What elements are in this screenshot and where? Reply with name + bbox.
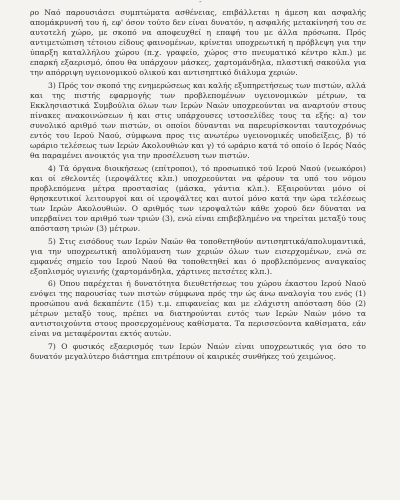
paragraph-7: 7) Ο φυσικός εξαερισμός των Ιερών Ναών είναι υποχρεωτικός για όσο το δυνατόν μεγαλύτερο διάστημα επιτρέπουν οί καιρικές συνθήκες τού χειμώνος. xyxy=(30,342,366,362)
paragraph-5: 5) Στις εισόδους των Ιερών Ναών θα τοποθετηθούν αντισηπτικά/απολυμαντικά, για την υποχρεωτική απολύμανση των χεριών όλων των εισερχομένων, ενώ σε εμφανές σημείο του Ιερού Ναού θα τοποθετηθεί και ό προβλεπόμενος αναγκαίος εξοπλισμός υγιεινής (χαρτομάνδηλα, χάρτινες πετσέτες κλπ.). xyxy=(30,236,366,276)
paragraph-3: 3) Πρός τον σκοπό της ενημερώσεως και καλής εξυπηρετήσεως των πιστών, αλλά και της πιστής εφαρμογής των προβλεπομένων υγειονομικών μέτρων, τα Εκκλησιαστικά Συμβούλια όλων των Ιερών Ναών υποχρεούνται να αναρτούν στους πίνακες ανακοινώσεων ή και στις υπάρχουσες ιστοσελίδες τους τα εξής: α) τον συνολικό αριθμό των πιστών, οι οποίοι δύνανται να παρευρίσκονται ταυτοχρόνως εντός του Ιερού Ναού, σύμφωνα προς τις ανωτέρω υγειονομικές υποδείξεις, β) τό ωράριο τελέσεως των Ιερών Ακολουθιών και γ) τό ωράριο κατά τό οποίο ό Ιερός Ναός θα παραμένει ανοικτός για την προσέλευση των πιστών. xyxy=(30,80,366,161)
page-number-mark: - xyxy=(199,0,202,6)
paragraph-6: 6) Όπου παρέχεται ή δυνατότητα διευθετήσεως του χώρου έκαστου Ιερού Ναού ενόψει της παρουσίας των πιστών σύμφωνα πρός την ώς άνω αναλογία του ενός (1) προσώπου ανά δεκαπέντε (15) τ.μ. επιφανείας και με ελάχιστη απόσταση δύο (2) μέτρων μεταξύ τους, πρέπει να διατηρούνται εντός των Ιερών Ναών μόνο τα αντιστοιχούντα στους προσερχομένους καθίσματα. Τα περισσεύοντα καθίσματα, εάν είναι να μεταφέρονται εκτός αυτών. xyxy=(30,279,366,339)
paragraph-continued: ρο Ναό παρουσιάσει συμπτώματα ασθένειας, επιβάλλεται η άμεση και ασφαλής απομάκρυνσή του ή, εφ' όσον τούτο δεν είναι δυνατόν, η ασφαλής μετακίνησή του σε αυτοτελή χώρο, με σκοπό να αποφευχθεί η επαφή του με άλλα πρόσωπα. Πρός αντιμετώπιση τέτοιου είδους φαινομένων, κρίνεται υποχρεωτική η πρόβλεψη για την ύπαρξη καταλλήλου χώρου (π.χ. γραφείο, χώρος στο πνευματικό κέντρο κλπ.) με επαρκή εξαερισμό, όπου θα υπάρχουν μάσκες, χαρτομάνδηλα, πλαστική σακούλα για την απόρριψη υγειονομικού ολικού και αντισηπτικό διάλυμα χεριών. xyxy=(30,8,366,78)
document-body xyxy=(30,8,366,365)
paragraph-4: 4) Τά όργανα διοικήσεως (επίτροποι), τό προσωπικό τού Ιερού Ναού (νεωκόροι) και οί εθελοντές (ιεροψάλτες κλπ.) υποχρεούνται να φέρουν τα υπό του νόμου προβλεπόμενα μέτρα προστασίας (μάσκα, γάντια κλπ.). Εξαιρούνται μόνο οί θρησκευτικοί λειτουργοί και οί ιεροψάλτες και αυτοί μόνο κατά την ώρα τελέσεως των Ιερών Ακολουθιών. Ο αριθμός των ιεροψαλτών κάθε χορού δεν δύναται να υπερβαίνει τον αριθμό των τριών (3), ενώ είναι επιβεβλημένο να τηρείται μεταξύ τους απόσταση τριών (3) μέτρων. xyxy=(30,163,366,233)
